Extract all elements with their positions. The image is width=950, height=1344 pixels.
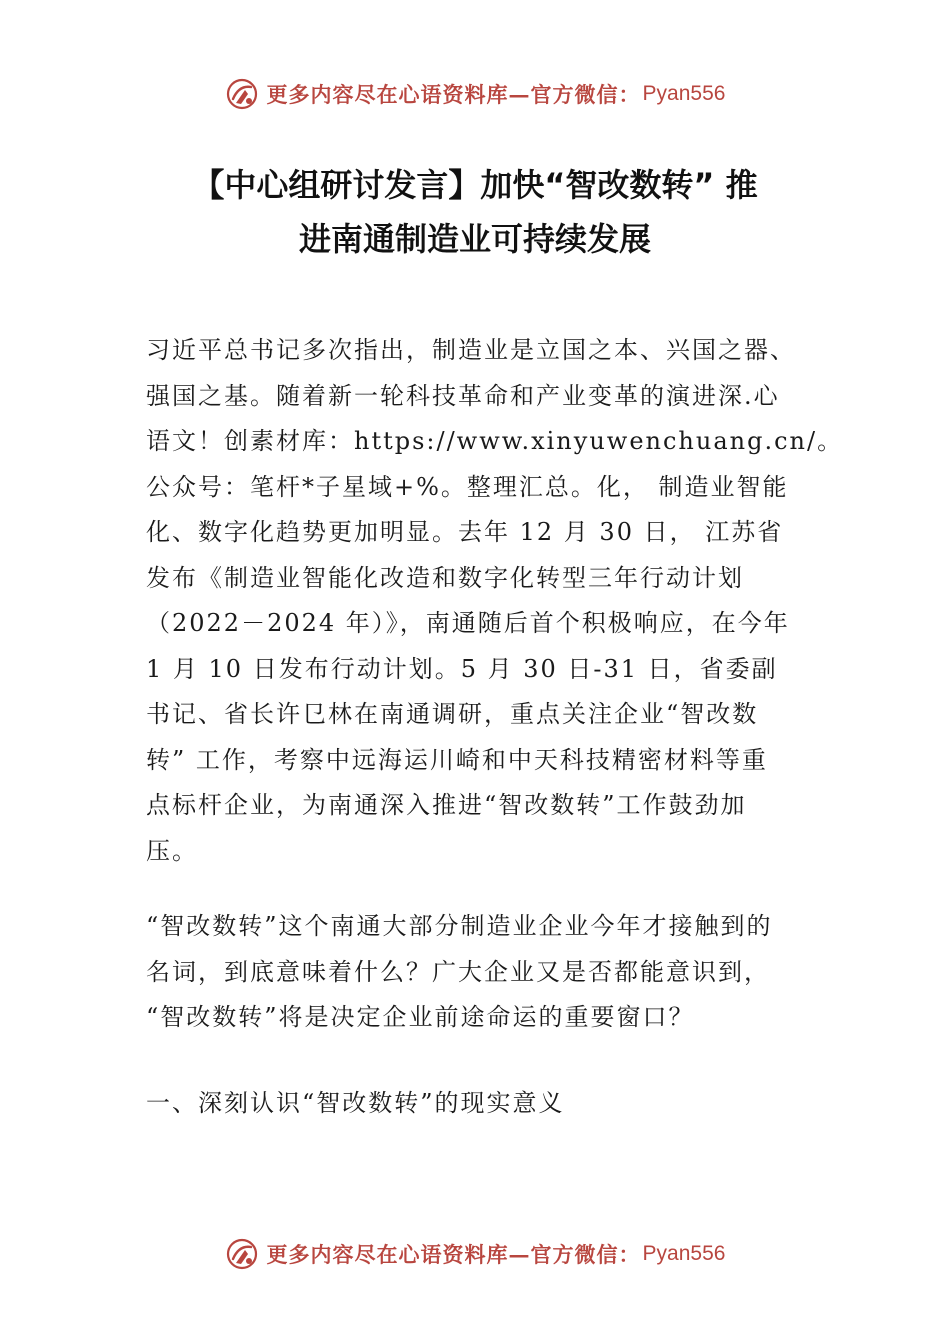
text-line: 点标杆企业，为南通深入推进“智改数转”工作鼓劲加 xyxy=(146,791,747,819)
watermark-text: 更多内容尽在心语资料库—官方微信： xyxy=(266,1242,641,1267)
text-line: 强国之基。随着新一轮科技革命和产业变革的演进深.心 xyxy=(146,381,780,410)
text-line: 化、数字化趋势更加明显。去年 12 月 30 日， 江苏省 xyxy=(146,518,784,546)
text-line: 公众号：笔杆*子星域+%。整理汇总。化， 制造业智能 xyxy=(146,472,789,501)
text-line: 书记、省长许㔾林在南通调研，重点关注企业“智改数 xyxy=(146,700,759,728)
text-line: 名词，到底意味着什么？广大企业又是否都能意识到， xyxy=(146,957,770,986)
watermark-footer xyxy=(0,1232,950,1276)
watermark-header xyxy=(0,72,950,116)
paragraph-intro xyxy=(146,328,844,874)
text-line: 发布《制造业智能化改造和数字化转型三年行动计划 xyxy=(146,563,744,592)
watermark-wechat-id: Pyan556 xyxy=(642,1242,726,1265)
watermark-text: 更多内容尽在心语资料库—官方微信： xyxy=(266,82,641,107)
text-line: （2022－2024 年）》，南通随后首个积极响应，在今年 xyxy=(146,609,790,637)
section-heading-text: 一、深刻认识“智改数转”的现实意义 xyxy=(146,1089,565,1117)
title-line: 进南通制造业可持续发展 xyxy=(298,220,651,258)
paragraph-question xyxy=(146,904,826,1041)
text-line: “智改数转”将是决定企业前途命运的重要窗口？ xyxy=(146,1003,695,1031)
text-line: 1 月 10 日发布行动计划。5 月 30 日-31 日，省委副 xyxy=(146,654,778,683)
text-line: 压。 xyxy=(146,836,198,865)
watermark-logo-icon xyxy=(225,1237,259,1271)
document-title xyxy=(130,158,820,266)
text-line: 习近平总书记多次指出，制造业是立国之本、兴国之器、 xyxy=(146,336,796,364)
watermark-wechat-id: Pyan556 xyxy=(642,82,726,105)
text-line: 转” 工作，考察中远海运川崎和中天科技精密材料等重 xyxy=(146,745,768,774)
watermark-logo-icon xyxy=(225,77,259,111)
section-heading xyxy=(146,1081,826,1127)
title-line: 【中心组研讨发言】加快“智改数转” 推 xyxy=(192,166,758,204)
text-line: 语文！创素材库：https://www.xinyuwenchuang.cn/。 xyxy=(146,427,844,455)
text-line: “智改数转”这个南通大部分制造业企业今年才接触到的 xyxy=(146,912,773,940)
